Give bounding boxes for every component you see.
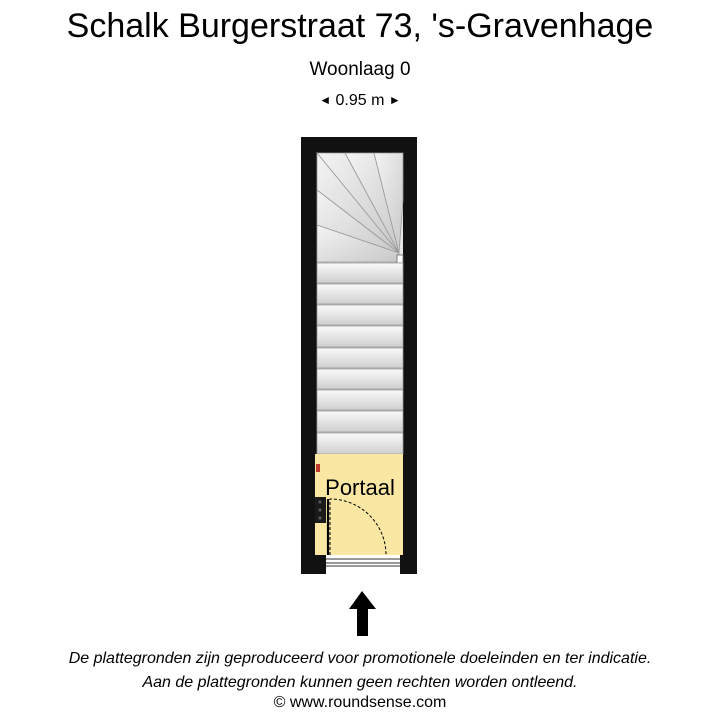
up-arrow-icon	[349, 591, 376, 636]
winder-steps	[317, 153, 403, 263]
floor-level-label: Woonlaag 0	[309, 59, 411, 80]
room-label-portaal: Portaal	[325, 475, 395, 500]
staircase	[317, 153, 403, 454]
arrow-right-icon: ►	[388, 93, 401, 107]
straight-steps	[317, 263, 403, 454]
plan-title: Schalk Burgerstraat 73, 's-Gravenhage	[66, 7, 654, 45]
copyright-link[interactable]: © www.roundsense.com	[273, 694, 447, 711]
meter-marker	[316, 464, 320, 472]
front-door-opening	[322, 555, 403, 574]
room-portaal	[315, 454, 403, 555]
disclaimer-line-2: Aan de plattegronden kunnen geen rechten worden ontleend.	[142, 674, 578, 691]
arrow-left-icon: ◄	[319, 93, 332, 107]
door-opening	[326, 555, 400, 574]
width-dimension-value: 0.95 m	[335, 92, 385, 109]
disclaimer-line-1: De plattegronden zijn geproduceerd voor promotionele doeleinden en ter indicatie.	[68, 650, 652, 667]
newel-post	[397, 255, 403, 263]
